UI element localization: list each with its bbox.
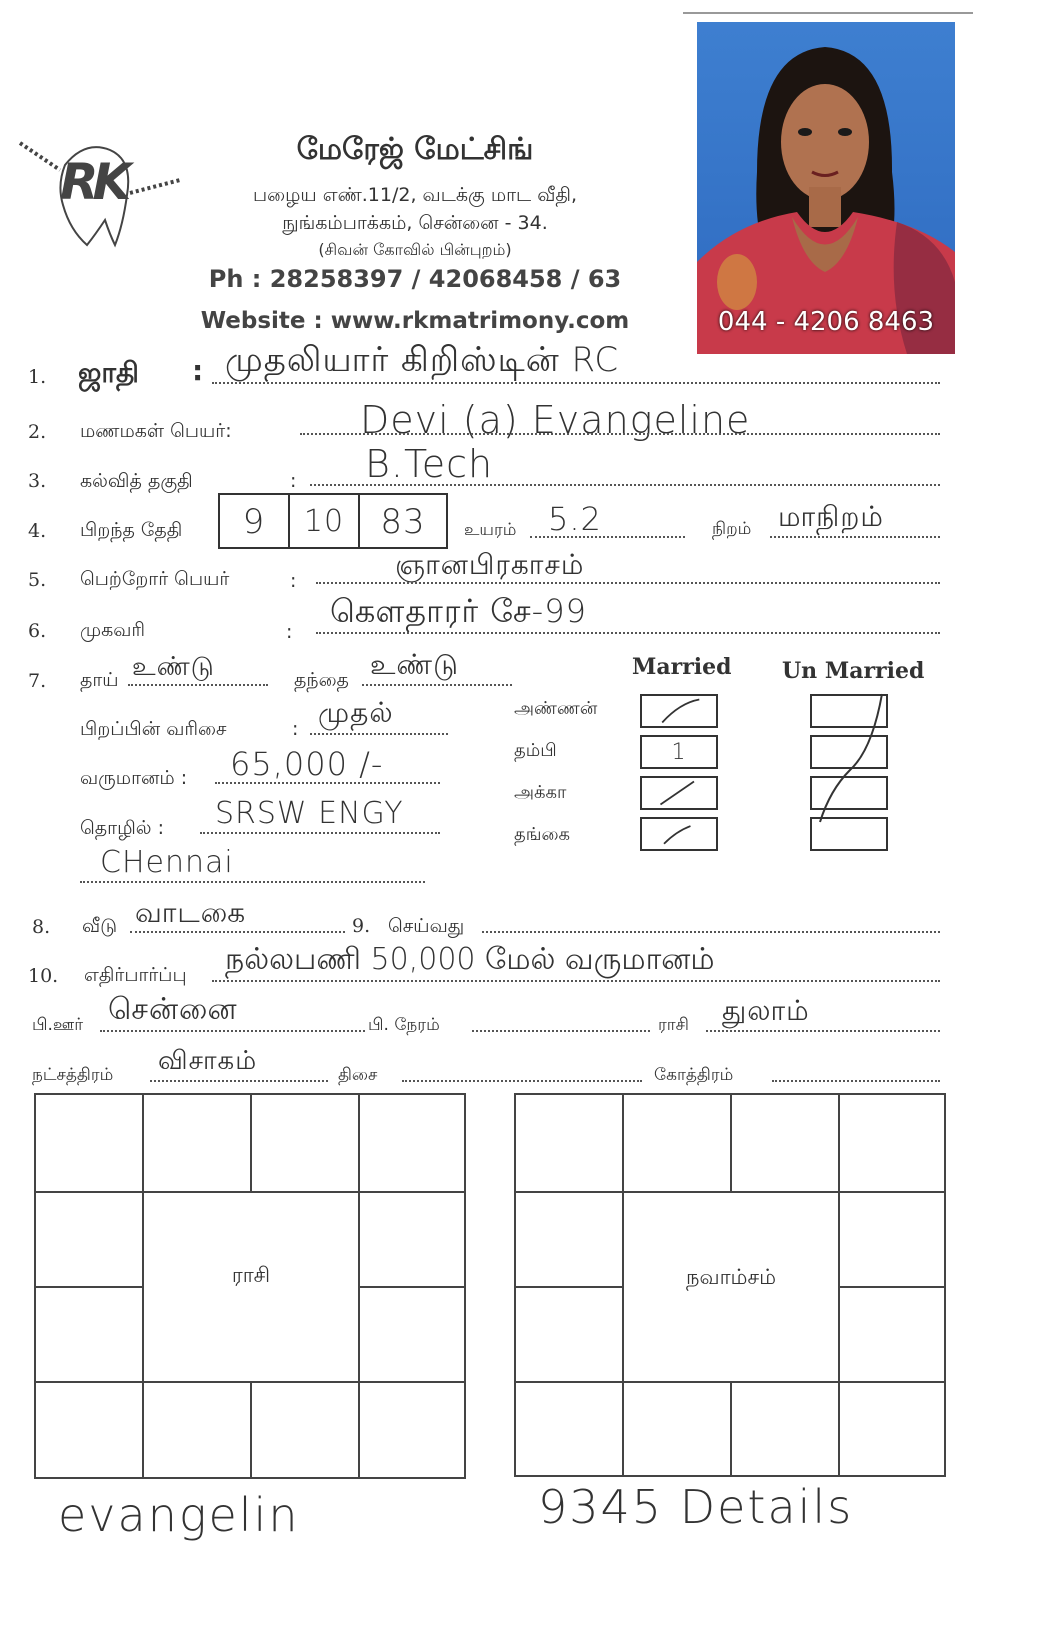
star-label: நட்சத்திரம் [32,1065,114,1085]
father-label: தந்தை [294,669,349,691]
bride-name-value: Devi (a) Evangeline [360,398,751,442]
married-checkbox-elder-brother[interactable] [640,694,718,728]
rasi-label: ராசி [658,1015,689,1035]
gothram-label: கோத்திரம் [654,1065,734,1085]
bride-photo [697,22,955,354]
birth-order-colon: : [292,718,299,740]
caste-label: ஜாதி [78,356,139,389]
dob-month-box [288,493,360,549]
row-number-10: 10. [28,965,59,987]
caste-line [212,382,940,384]
house-label: வீடு [82,915,118,937]
footer-note-right: 9345 Details [538,1480,854,1534]
rasi-value: துலாம் [722,994,810,1027]
birth-place-line [100,1030,365,1032]
dob-year-box [358,493,448,549]
parent-colon: : [290,570,297,592]
parent-value: ஞானபிரகாசம் [395,548,585,581]
doing-line [482,931,940,933]
star-value: விசாகம் [158,1046,258,1076]
married-checkbox-younger-brother[interactable] [640,735,718,769]
dob-year: 83 [380,502,426,542]
dob-label: பிறந்த தேதி [80,519,183,541]
expectation-label: எதிர்பார்ப்பு [84,964,187,986]
occupation-line [200,832,440,834]
occupation-label: தொழில் : [80,817,165,839]
logo-text: RK [60,153,126,211]
income-value: 65,000 /- [230,745,384,783]
occupation-value: SRSW ENGY [215,796,404,831]
address-line-3: (சிவன் கோவில் பின்புறம்) [318,240,512,259]
rk-logo [15,135,185,255]
address-line-2: நுங்கம்பாக்கம், சென்னை - 34. [282,212,548,234]
caste-colon: : [192,354,204,387]
rasi-line [706,1030,940,1032]
dob-day: 9 [242,502,266,542]
address-line [316,632,940,634]
dob-month: 10 [303,504,345,539]
row-number-8: 8. [32,916,51,938]
sibling-label-elder-sister: அக்கா [514,782,567,803]
star-line [150,1080,328,1082]
caste-value: முதலியார் கிறிஸ்டின் RC [225,340,620,380]
bride-name-line [300,433,940,435]
mother-value: உண்டு [132,652,215,682]
education-value: B.Tech [365,442,494,486]
occupation-value-2: CHennai [100,845,234,880]
direction-line [402,1080,642,1082]
younger-brother-married-mark: 1 [671,740,687,765]
complexion-label: நிறம் [712,519,752,539]
house-value: வாடகை [135,896,247,929]
birth-order-value: முதல் [318,696,394,729]
dob-day-box [218,493,290,549]
education-colon: : [290,470,297,492]
height-line [530,536,685,538]
address-label: முகவரி [80,619,146,641]
gothram-line [772,1080,940,1082]
education-line [310,484,940,486]
navamsam-chart-label: நவாம்சம் [686,1265,776,1289]
parent-line [316,582,940,584]
address-value: கௌதாரர் சே-99 [330,592,587,630]
row-number-2: 2. [28,421,47,443]
birth-time-label: பி. நேரம் [368,1015,440,1035]
doing-label: செய்வது [388,915,465,937]
row-number-4: 4. [28,520,47,542]
row-number-6: 6. [28,620,47,642]
married-header: Married [632,654,732,680]
education-label: கல்வித் தகுதி [80,470,193,492]
phone-numbers: Ph : 28258397 / 42068458 / 63 [208,265,622,293]
row-number-5: 5. [28,569,47,591]
footer-note-left: evangelin [58,1488,300,1542]
company-title: மேரேஜ் மேட்சிங் [296,132,534,167]
direction-label: திசை [338,1065,378,1085]
father-value: உண்டு [370,648,460,681]
sibling-label-younger-brother: தம்பி [514,740,557,761]
mother-label: தாய் [80,669,119,691]
birth-place-value: சென்னை [108,992,238,1027]
complexion-line [770,536,940,538]
expectation-value: நல்லபணி 50,000 மேல் வருமானம் [225,942,715,977]
row-number-9: 9. [352,915,371,937]
unmarried-header: Un Married [782,658,925,684]
father-line [362,684,512,686]
married-checkbox-elder-sister[interactable] [640,776,718,810]
mother-line [128,684,268,686]
address-colon: : [286,621,293,643]
birth-order-line [310,733,448,735]
occupation-line-2 [80,881,425,883]
rasi-chart [34,1093,466,1479]
bride-name-label: மணமகள் பெயர்: [80,420,232,442]
website: Website : www.rkmatrimony.com [200,308,630,334]
height-label: உயரம் [464,520,517,540]
income-line [215,782,440,784]
rasi-chart-label: ராசி [231,1263,271,1287]
birth-place-label: பி.ஊர் [32,1015,84,1035]
row-number-7: 7. [28,670,47,692]
sibling-label-elder-brother: அண்ணன் [514,698,598,719]
row-number-3: 3. [28,470,47,492]
income-label: வருமானம் : [80,767,188,789]
sibling-label-younger-sister: தங்கை [514,824,571,845]
photo-caption: 044 - 4206 8463 [717,307,935,337]
row-number-1: 1. [28,366,47,388]
address-line-1: பழைய எண்.11/2, வடக்கு மாட வீதி, [253,184,577,206]
expectation-line [212,980,940,982]
complexion-value: மாநிறம் [778,500,884,533]
unmarried-strike-line [800,690,900,830]
married-checkbox-younger-sister[interactable] [640,817,718,851]
height-value: 5.2 [548,500,602,538]
parent-label: பெற்றோர் பெயர் [80,568,230,590]
house-line [130,931,345,933]
navamsam-chart [514,1093,946,1477]
birth-order-label: பிறப்பின் வரிசை [80,718,227,740]
birth-time-line [472,1030,650,1032]
top-rule [683,12,973,14]
